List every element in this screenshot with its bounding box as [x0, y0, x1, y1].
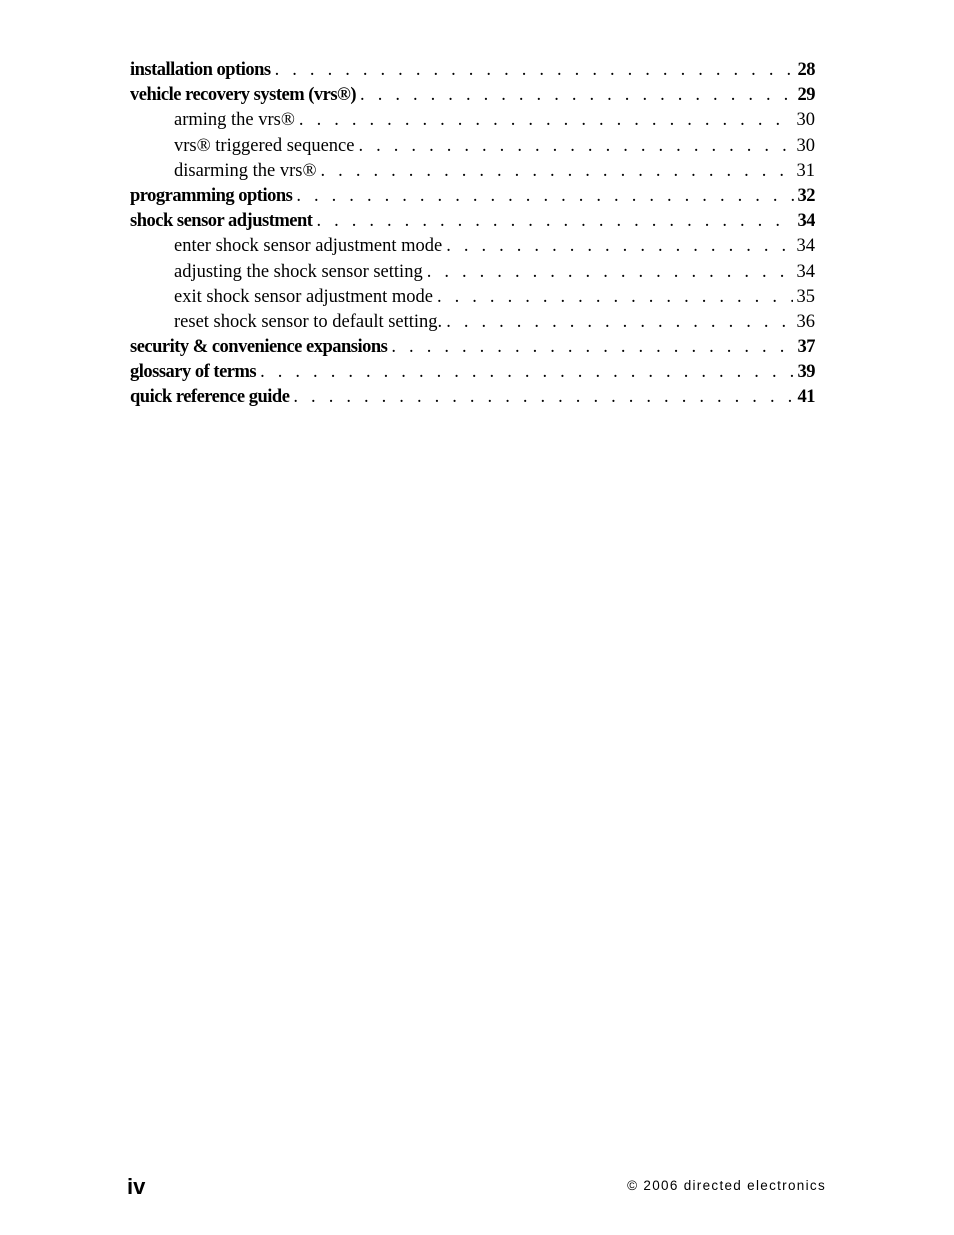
toc-entry-title: adjusting the shock sensor setting: [174, 261, 423, 282]
toc-entry[interactable]: [130, 360, 815, 385]
toc-entry[interactable]: [130, 385, 815, 410]
toc-entry-title: enter shock sensor adjustment mode: [174, 236, 443, 257]
toc-dot-leader: [360, 83, 793, 108]
toc-entry[interactable]: [130, 83, 815, 108]
toc-subentry[interactable]: [130, 310, 815, 335]
toc-entry-title: disarming the vrs®: [174, 160, 317, 181]
toc-dot-leader: [299, 108, 793, 133]
toc-entry[interactable]: [130, 335, 815, 360]
toc-entry-page: 31: [796, 160, 815, 181]
toc-dot-leader: [427, 260, 793, 285]
toc-entry-title: reset shock sensor to default setting.: [174, 311, 443, 332]
toc-subentry[interactable]: [130, 108, 815, 133]
toc-subentry[interactable]: [130, 159, 815, 184]
toc-entry-title: quick reference guide: [130, 387, 290, 408]
toc-entry-page: 39: [797, 362, 815, 383]
toc-entry-page: 36: [796, 311, 815, 332]
toc-entry-page: 29: [797, 85, 815, 106]
toc-entry-title: glossary of terms: [130, 362, 257, 383]
toc-dot-leader: [446, 310, 792, 335]
toc-entry-title: shock sensor adjustment: [130, 211, 313, 232]
toc-entry-title: vrs® triggered sequence: [174, 135, 355, 156]
copyright-notice: © 2006 directed electronics: [627, 1178, 826, 1193]
toc-entry-page: 41: [797, 387, 815, 408]
toc-dot-leader: [296, 184, 793, 209]
toc-entry-page: 30: [796, 110, 815, 131]
toc-dot-leader: [316, 209, 793, 234]
toc-entry-page: 37: [797, 337, 815, 358]
toc-dot-leader: [437, 285, 793, 310]
toc-entry[interactable]: [130, 209, 815, 234]
toc-subentry[interactable]: [130, 260, 815, 285]
toc-subentry[interactable]: [130, 285, 815, 310]
toc-entry[interactable]: [130, 58, 815, 83]
toc-entry-page: 30: [796, 135, 815, 156]
toc-entry-title: installation options: [130, 60, 271, 80]
page-number: iv: [127, 1174, 146, 1199]
toc-entry-page: 28: [797, 60, 815, 80]
toc-entry-title: security & convenience expansions: [130, 337, 388, 358]
toc-dot-leader: [446, 234, 792, 259]
toc-entry-page: 34: [797, 211, 815, 232]
toc-entry-title: exit shock sensor adjustment mode: [174, 286, 433, 307]
toc-dot-leader: [391, 335, 793, 360]
table-of-contents: [130, 58, 815, 411]
toc-entry-title: vehicle recovery system (vrs®): [130, 85, 357, 106]
toc-dot-leader: [358, 134, 792, 159]
toc-dot-leader: [275, 58, 794, 83]
toc-subentry[interactable]: [130, 134, 815, 159]
toc-subentry[interactable]: [130, 234, 815, 259]
toc-entry-title: programming options: [130, 185, 293, 206]
toc-entry-page: 34: [796, 236, 815, 257]
toc-entry-page: 32: [797, 185, 815, 206]
toc-entry[interactable]: [130, 184, 815, 209]
toc-dot-leader: [260, 360, 793, 385]
toc-dot-leader: [293, 385, 793, 410]
toc-entry-title: arming the vrs®: [174, 110, 295, 131]
toc-entry-page: 35: [796, 286, 815, 307]
toc-dot-leader: [321, 159, 793, 184]
toc-entry-page: 34: [796, 261, 815, 282]
